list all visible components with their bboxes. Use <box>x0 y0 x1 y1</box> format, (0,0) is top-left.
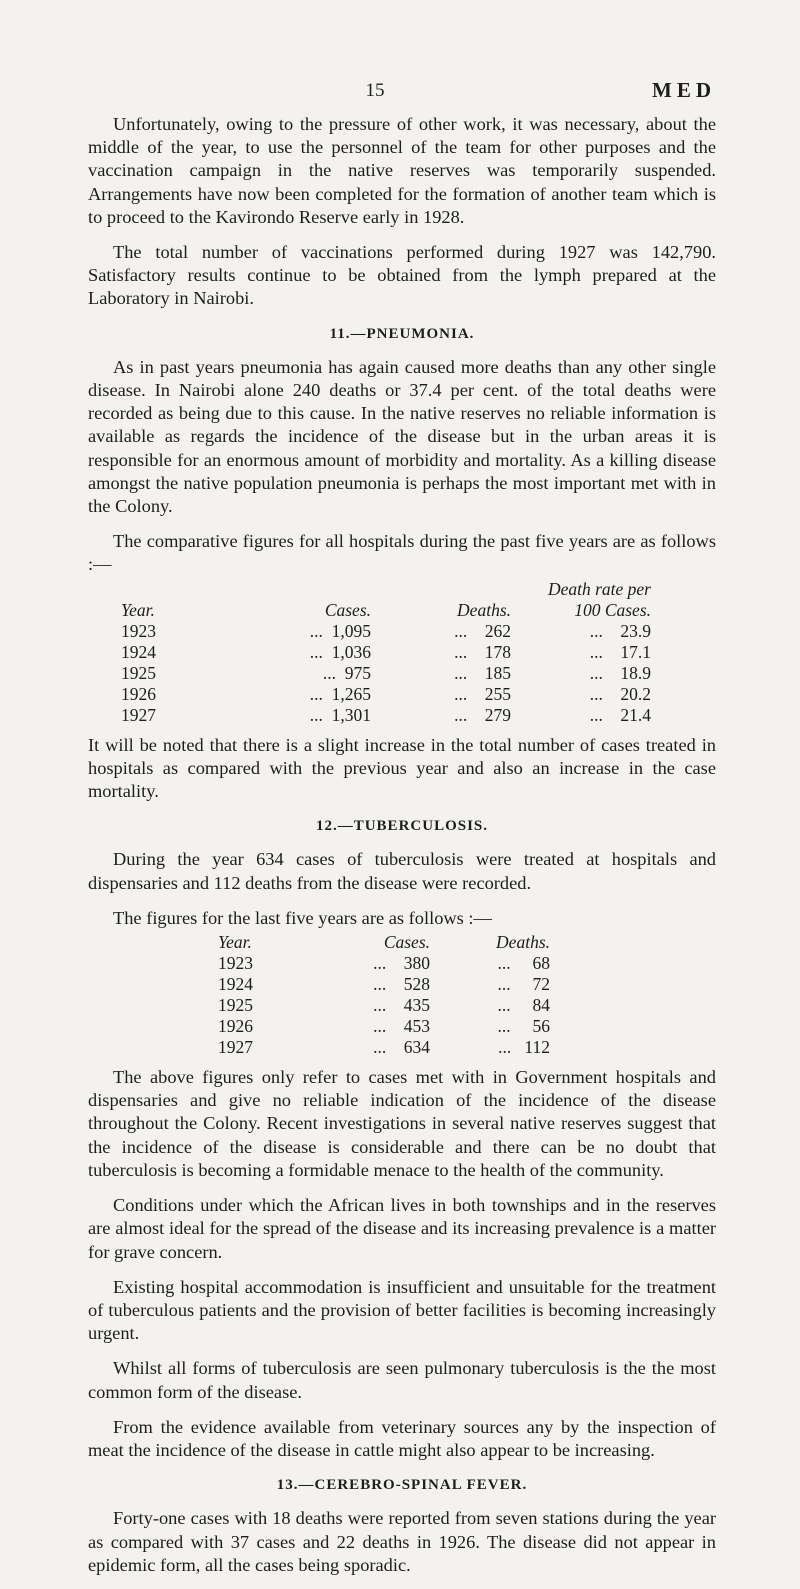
cell-year: 1924 <box>121 641 156 662</box>
table-row <box>121 684 651 705</box>
col-deaths: Deaths. <box>496 932 550 953</box>
cell-year: 1927 <box>121 704 156 725</box>
cell-deaths: ... 68 <box>497 953 550 974</box>
cell-deaths: ... 279 <box>454 704 511 725</box>
cell-year: 1925 <box>218 995 253 1016</box>
rate-header-line1: Death rate per <box>547 578 651 599</box>
paragraph-tb-government: The above figures only refer to cases met with in Government hospitals and dispensaries and give no reliable indication of the incidence of the disease throughout the Colony. Recent investigations in several native reserves suggest that the incidence of the disease is considerable and there can be no doubt that tuberculosis is becoming a formidable menace to the health of the community. <box>88 1067 716 1180</box>
col-deaths: Deaths. <box>457 599 511 620</box>
table-row <box>121 663 651 684</box>
cell-rate: ... 17.1 <box>589 641 651 662</box>
col-cases: Cases. <box>324 599 371 620</box>
heading-tuberculosis: 12.—TUBERCULOSIS. <box>315 818 489 835</box>
department-code: MED <box>652 78 716 102</box>
paragraph-csf-cases: Forty-one cases with 18 deaths were reported from seven stations during the year as compared with 37 cases and 22 deaths in 1926. The disease did not appear in epidemic form, all the cases being sporadic. <box>88 1508 716 1575</box>
cell-rate: ... 20.2 <box>589 683 651 704</box>
cell-deaths: ... 56 <box>497 1016 550 1037</box>
paragraph-vaccination-team: Unfortunately, owing to the pressure of other work, it was necessary, about the middle of the year, to use the personnel of the team for other purposes and the vaccination campaign in the native reserves was temporarily suspended. Arrangements have now been completed for the formation of another team which is to proceed to the Kavirondo Reserve early in 1928. <box>88 114 716 227</box>
heading-pneumonia: 11.—PNEUMONIA. <box>329 325 475 342</box>
table-row <box>121 642 651 663</box>
cell-deaths: ... 185 <box>454 662 511 683</box>
cell-deaths: ... 178 <box>454 641 511 662</box>
paragraph-tb-conditions: Conditions under which the African lives in both townships and in the reserves are almost ideal for the spread of the disease and its increasing prevalence is a matter for grave concern. <box>88 1195 716 1262</box>
table-row <box>218 1016 550 1037</box>
body-text <box>88 113 716 1589</box>
col-year: Year. <box>218 932 252 953</box>
cell-deaths: ... 84 <box>497 995 550 1016</box>
paragraph-tb-forms: Whilst all forms of tuberculosis are seen pulmonary tuberculosis is the the most common form of the disease. <box>88 1358 716 1402</box>
paragraph-vaccination-total: The total number of vaccinations performed during 1927 was 142,790. Satisfactory results continue to be obtained from the lymph prepared at the Laboratory in Nairobi. <box>88 242 716 309</box>
table-row <box>218 1037 550 1058</box>
heading-cerebro-spinal-fever: 13.—CEREBRO-SPINAL FEVER. <box>276 1477 528 1494</box>
cell-rate: ... 23.9 <box>589 620 651 641</box>
cell-year: 1926 <box>121 683 156 704</box>
paragraph-pneumonia-intro: The comparative figures for all hospitals during the past five years are as follows :— <box>88 531 716 575</box>
table-row <box>121 705 651 726</box>
table-row <box>218 974 550 995</box>
cell-cases: ... 1,301 <box>309 704 371 725</box>
cell-year: 1923 <box>121 620 156 641</box>
cell-cases: ... 528 <box>373 974 430 995</box>
cell-deaths: ... 262 <box>454 620 511 641</box>
rate-header-line2: 100 Cases. <box>574 599 651 620</box>
cell-rate: ... 21.4 <box>589 704 651 725</box>
paragraph-tb-accommodation: Existing hospital accommodation is insufficient and unsuitable for the treatment of tuberculous patients and the provision of better facilities is becoming increasingly urgent. <box>88 1276 716 1344</box>
paragraph-tb-cattle: From the evidence available from veterinary sources any by the inspection of meat the incidence of the disease in cattle might also appear to be increasing. <box>88 1416 716 1460</box>
cell-year: 1926 <box>218 1016 253 1037</box>
cell-rate: ... 18.9 <box>589 662 651 683</box>
pneumonia-table <box>121 579 651 726</box>
col-cases: Cases. <box>383 932 430 953</box>
page-number: 15 <box>365 80 385 101</box>
paragraph-tb-intro: The figures for the last five years are as follows :— <box>113 907 492 928</box>
cell-cases: ... 380 <box>373 953 430 974</box>
cell-cases: ... 435 <box>373 995 430 1016</box>
table-row <box>218 953 550 974</box>
cell-cases: ... 634 <box>373 1037 430 1058</box>
cell-year: 1925 <box>121 662 156 683</box>
cell-year: 1927 <box>218 1037 253 1058</box>
cell-year: 1924 <box>218 974 253 995</box>
cell-deaths: ... 255 <box>454 683 511 704</box>
cell-deaths: ... 112 <box>498 1037 550 1058</box>
col-year: Year. <box>121 599 155 620</box>
cell-year: 1923 <box>218 953 253 974</box>
paragraph-tb-cases: During the year 634 cases of tuberculosis were treated at hospitals and dispensaries and 112 deaths from the disease were recorded. <box>88 849 716 893</box>
paragraph-pneumonia-deaths: As in past years pneumonia has again caused more deaths than any other single disease. In Nairobi alone 240 deaths or 37.4 per cent. of the total deaths were recorded as being due to this cause. In the native reserves no reliable information is available as regards the incidence of the disease but in the urban areas it is responsible for an enormous amount of morbidity and mortality. As a killing disease amongst the native population pneumonia is perhaps the most important met with in the Colony. <box>88 356 716 517</box>
cell-cases: ... 453 <box>373 1016 430 1037</box>
paragraph-pneumonia-note: It will be noted that there is a slight increase in the total number of cases treated in hospitals as compared with the previous year and also an increase in the case mortality. <box>88 734 716 802</box>
table-row <box>218 995 550 1016</box>
cell-cases: ... 1,265 <box>309 683 371 704</box>
tuberculosis-table <box>218 932 550 1058</box>
cell-cases: ... 1,036 <box>309 641 371 662</box>
table-row <box>121 621 651 642</box>
cell-cases: ... 1,095 <box>309 620 371 641</box>
cell-cases: ... 975 <box>322 662 371 683</box>
cell-deaths: ... 72 <box>497 974 550 995</box>
